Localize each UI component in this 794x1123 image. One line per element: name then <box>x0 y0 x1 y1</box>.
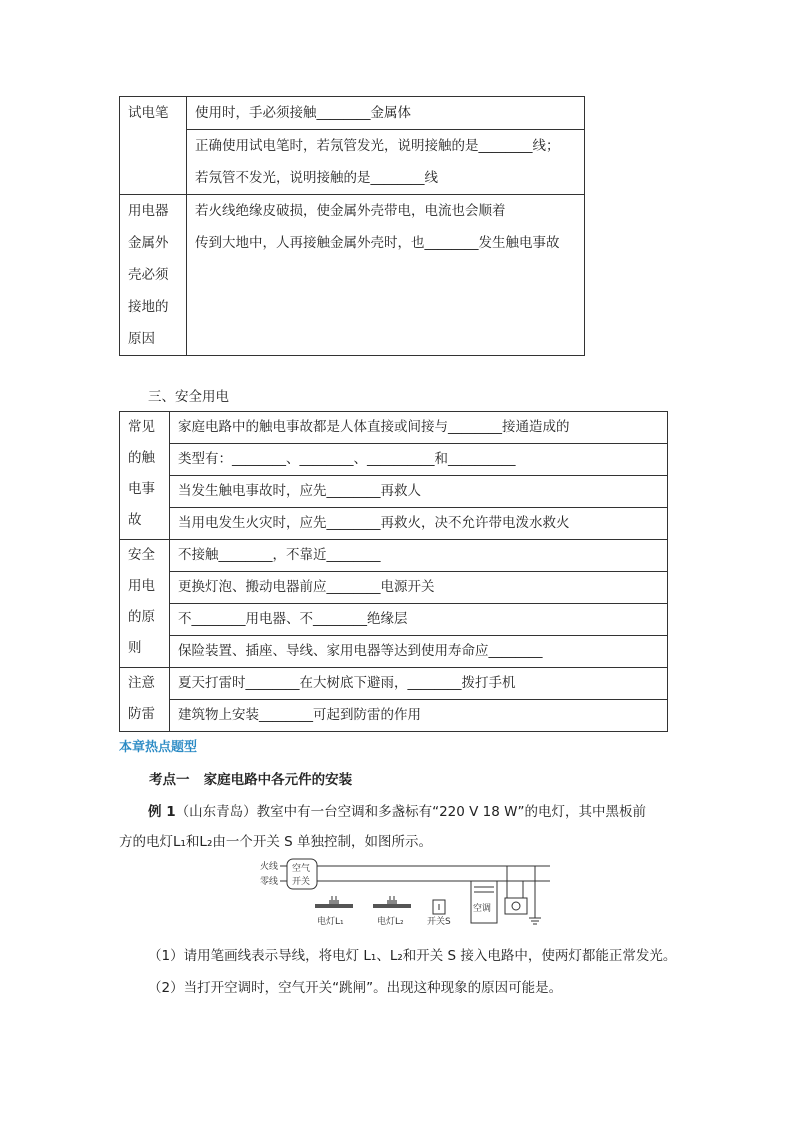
safety-table <box>119 411 668 732</box>
accident-head: 常见 的触 电事 故 <box>120 412 170 540</box>
circuit-diagram <box>255 856 555 936</box>
svg-text:空调: 空调 <box>473 904 492 914</box>
ground-reason: 若火线绝缘皮破损，使金属外壳带电，电流也会顺着 传到大地中，人再接触金属外壳时，也________发生触电事故 <box>187 195 585 356</box>
socket-ground <box>505 866 541 924</box>
svg-text:电灯L₂: 电灯L₂ <box>377 917 404 927</box>
lamp-l1 <box>315 896 353 927</box>
pen-row-1: 使用时，手必须接触________金属体 <box>187 97 585 130</box>
table-row: 当发生触电事故时，应先________再救人 <box>170 476 668 508</box>
neutral-wire-label: 零线 <box>260 877 279 887</box>
table-row: 建筑物上安装________可起到防雷的作用 <box>170 700 668 732</box>
svg-text:空气: 空气 <box>292 864 311 874</box>
electric-pen-table <box>119 96 585 356</box>
question-1: （1）请用笔画线表示导线，将电灯 L₁、L₂和开关 S 接入电路中，使两灯都能正常发光。 <box>148 948 677 964</box>
air-conditioner <box>471 881 497 923</box>
example-line-1: 例 1（山东青岛）教室中有一台空调和多盏标有“220 V 18 W”的电灯，其中黑板前 <box>148 804 646 820</box>
section-title: 三、安全用电 <box>148 389 229 405</box>
svg-text:电灯L₁: 电灯L₁ <box>317 917 344 927</box>
kaodian-title: 家庭电路中各元件的安装 <box>203 772 353 788</box>
table-row: 保险装置、插座、导线、家用电器等达到使用寿命应________ <box>170 636 668 668</box>
pen-row-2: 正确使用试电笔时，若氖管发光，说明接触的是________线； 若氖管不发光，说明接触的是________线 <box>187 130 585 195</box>
table-row: 家庭电路中的触电事故都是人体直接或间接与________接通造成的 <box>170 412 668 444</box>
principle-head: 安全 用电 的原 则 <box>120 540 170 668</box>
switch-s <box>427 900 451 927</box>
table-row: 当用电发生火灾时，应先________再救火，决不允许带电泼水救火 <box>170 508 668 540</box>
live-wire-label: 火线 <box>260 862 279 872</box>
question-2: （2）当打开空调时，空气开关“跳闸”。出现这种现象的原因可能是。 <box>148 980 563 996</box>
example-label: 例 1 <box>148 804 176 820</box>
lightning-head: 注意 防雷 <box>120 668 170 732</box>
example-line-2: 方的电灯L₁和L₂由一个开关 S 单独控制，如图所示。 <box>119 834 433 850</box>
kaodian-label: 考点一 <box>149 772 190 788</box>
svg-text:开关S: 开关S <box>427 917 451 927</box>
lamp-l2 <box>373 896 411 927</box>
table-row: 类型有：________、________、__________和__________ <box>170 444 668 476</box>
table-row: 不接触________，不靠近________ <box>170 540 668 572</box>
table-row: 夏天打雷时________在大树底下避雨，________拨打手机 <box>170 668 668 700</box>
svg-text:开关: 开关 <box>292 877 311 887</box>
kaodian-heading <box>149 768 352 788</box>
table-row: 不________用电器、不________绝缘层 <box>170 604 668 636</box>
ground-head: 用电器 金属外 壳必须 接地的 原因 <box>120 195 187 356</box>
table-row: 更换灯泡、搬动电器前应________电源开关 <box>170 572 668 604</box>
hot-topics-title: 本章热点题型 <box>119 740 198 755</box>
pen-head: 试电笔 <box>120 97 187 195</box>
